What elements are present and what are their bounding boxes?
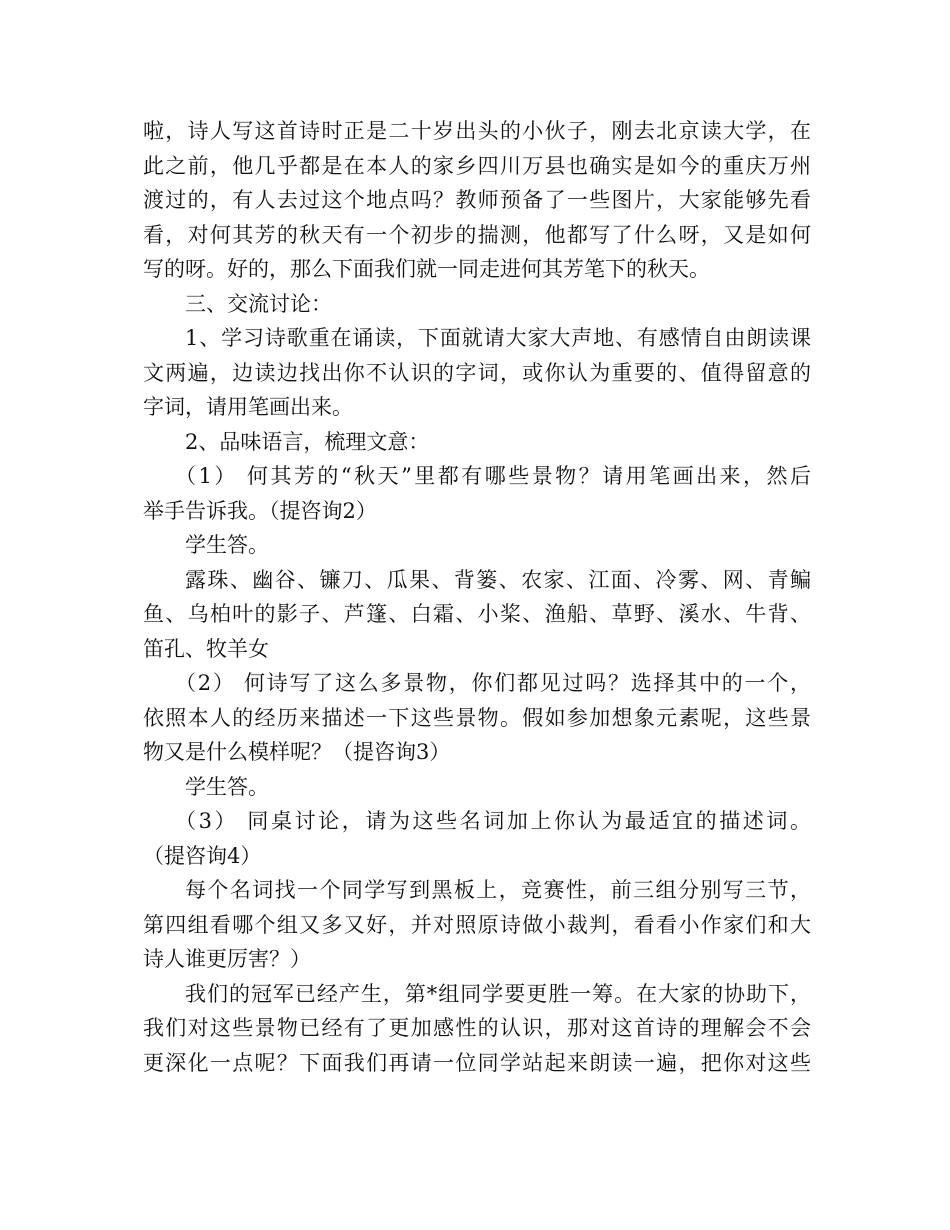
text-line: 我们的冠军已经产生，第*组同学要更胜一筹。在大家的协助下， [185,981,811,1006]
text-line: 1、学习诗歌重在诵读，下面就请大家大声地、有感情自由朗读课 [185,326,811,350]
text-line: 我们对这些景物已经有了更加感性的认识，那对这首诗的理解会不会 [143,1016,811,1040]
question-line: （2） 何诗写了这么多景物，你们都见过吗？选择其中的一个， [175,671,811,695]
question-line: （1） 何其芳的“秋天”里都有哪些景物？请用笔画出来，然后 [175,464,811,488]
text-line: 字词，请用笔画出来。 [143,395,353,419]
text-line: 渡过的，有人去过这个地点吗？教师预备了一些图片，大家能够先看 [143,188,811,212]
text-line: 诗人谁更厉害？） [143,947,311,971]
section-heading: 三、交流讨论： [185,291,332,316]
body-text [143,114,811,1080]
text-line: 鱼、乌柏叶的影子、芦篷、白霜、小桨、渔船、草野、溪水、牛背、 [143,602,811,626]
question-line: 举手告诉我。（提咨询2） [143,498,377,523]
text-line: 此之前，他几乎都是在本人的家乡四川万县也确实是如今的重庆万州 [143,153,811,178]
text-line: 文两遍，边读边找出你不认识的字词，或你认为重要的、值得留意的 [143,360,811,385]
answer-line: 学生答。 [185,774,269,799]
text-line: 更深化一点呢？下面我们再请一位同学站起来朗读一遍，把你对这些 [143,1050,811,1075]
question-line: （提咨询4） [143,843,262,868]
question-line: 依照本人的经历来描述一下这些景物。假如参加想象元素呢，这些景 [143,705,811,730]
text-line: 每个名词找一个同学写到黑板上，竞赛性，前三组分别写三节， [185,878,811,902]
text-line: 看，对何其芳的秋天有一个初步的揣测，他都写了什么呀，又是如何 [143,222,811,247]
text-line: 2、品味语言，梳理文意： [185,429,430,454]
text-line: 露珠、幽谷、镰刀、瓜果、背篓、农家、江面、冷雾、网、青鳊 [185,567,811,592]
text-line: 写的呀。好的，那么下面我们就一同走进何其芳笔下的秋天。 [143,257,710,281]
text-line: 笛孔、牧羊女 [143,636,269,661]
question-line: 物又是什么模样呢？（提咨询3） [143,740,451,764]
text-line: 啦，诗人写这首诗时正是二十岁出头的小伙子，刚去北京读大学，在 [143,119,811,143]
text-line: 第四组看哪个组又多又好，并对照原诗做小裁判，看看小作家们和大 [143,912,811,937]
question-line: （3） 同桌讨论，请为这些名词加上你认为最适宜的描述词。 [175,809,811,833]
answer-line: 学生答。 [185,533,269,557]
